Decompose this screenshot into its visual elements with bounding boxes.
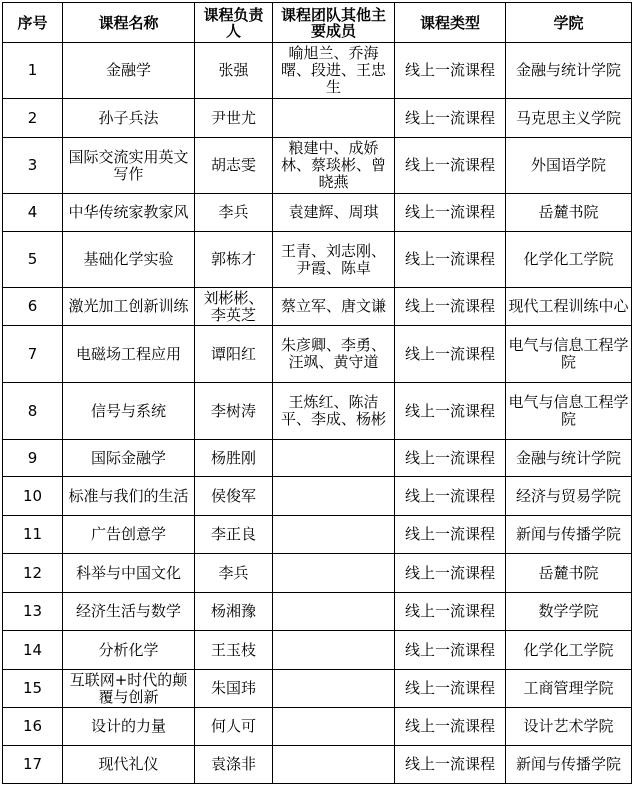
cell-college: 岳麓书院 <box>506 194 632 232</box>
cell-type: 线上一流课程 <box>395 516 506 554</box>
table-row <box>3 440 632 477</box>
cell-lead: 侯俊军 <box>195 477 273 516</box>
table-row <box>3 383 632 440</box>
header-team: 课程团队其他主要成员 <box>273 3 395 43</box>
cell-lead: 刘彬彬、李英芝 <box>195 288 273 326</box>
cell-lead: 李兵 <box>195 194 273 232</box>
cell-type: 线上一流课程 <box>395 593 506 631</box>
cell-course-name: 中华传统家教家风 <box>63 194 195 232</box>
table-row <box>3 288 632 326</box>
cell-course-name: 设计的力量 <box>63 708 195 746</box>
table-row <box>3 194 632 232</box>
cell-no: 14 <box>3 631 63 670</box>
cell-lead: 李树涛 <box>195 383 273 440</box>
cell-type: 线上一流课程 <box>395 440 506 477</box>
course-table <box>2 2 632 784</box>
cell-course-name: 信号与系统 <box>63 383 195 440</box>
cell-team: 王炼红、陈洁平、李成、杨彬 <box>273 383 395 440</box>
cell-course-name: 金融学 <box>63 43 195 99</box>
cell-lead: 李兵 <box>195 554 273 593</box>
cell-no: 9 <box>3 440 63 477</box>
cell-lead: 何人可 <box>195 708 273 746</box>
cell-course-name: 激光加工创新训练 <box>63 288 195 326</box>
cell-course-name: 互联网+时代的颠覆与创新 <box>63 670 195 708</box>
cell-no: 1 <box>3 43 63 99</box>
cell-team: 王青、刘志刚、尹霞、陈卓 <box>273 232 395 288</box>
cell-lead: 郭栋才 <box>195 232 273 288</box>
cell-college: 电气与信息工程学院 <box>506 383 632 440</box>
cell-lead: 尹世尤 <box>195 99 273 138</box>
cell-no: 16 <box>3 708 63 746</box>
table-row <box>3 99 632 138</box>
cell-no: 11 <box>3 516 63 554</box>
cell-team <box>273 593 395 631</box>
cell-type: 线上一流课程 <box>395 99 506 138</box>
table-row <box>3 232 632 288</box>
cell-college: 工商管理学院 <box>506 670 632 708</box>
table-row <box>3 554 632 593</box>
cell-type: 线上一流课程 <box>395 288 506 326</box>
cell-team <box>273 554 395 593</box>
cell-course-name: 经济生活与数学 <box>63 593 195 631</box>
table-row <box>3 516 632 554</box>
cell-college: 电气与信息工程学院 <box>506 326 632 383</box>
cell-team <box>273 99 395 138</box>
header-lead: 课程负责人 <box>195 3 273 43</box>
cell-no: 3 <box>3 138 63 194</box>
cell-no: 7 <box>3 326 63 383</box>
cell-lead: 王玉枝 <box>195 631 273 670</box>
cell-team: 袁建辉、周琪 <box>273 194 395 232</box>
cell-type: 线上一流课程 <box>395 232 506 288</box>
cell-college: 化学化工学院 <box>506 232 632 288</box>
cell-college: 新闻与传播学院 <box>506 746 632 784</box>
table-row <box>3 708 632 746</box>
header-course-name: 课程名称 <box>63 3 195 43</box>
table-row <box>3 670 632 708</box>
cell-lead: 谭阳红 <box>195 326 273 383</box>
cell-team: 朱彦卿、李勇、汪飒、黄守道 <box>273 326 395 383</box>
cell-lead: 袁涤非 <box>195 746 273 784</box>
cell-type: 线上一流课程 <box>395 708 506 746</box>
cell-course-name: 标准与我们的生活 <box>63 477 195 516</box>
cell-team <box>273 631 395 670</box>
cell-no: 12 <box>3 554 63 593</box>
cell-no: 8 <box>3 383 63 440</box>
table-row <box>3 138 632 194</box>
cell-college: 现代工程训练中心 <box>506 288 632 326</box>
cell-no: 5 <box>3 232 63 288</box>
cell-no: 10 <box>3 477 63 516</box>
cell-team <box>273 670 395 708</box>
cell-team: 蔡立军、唐文谦 <box>273 288 395 326</box>
cell-lead: 李正良 <box>195 516 273 554</box>
cell-type: 线上一流课程 <box>395 138 506 194</box>
table-row <box>3 43 632 99</box>
cell-lead: 张强 <box>195 43 273 99</box>
cell-team: 粮建中、成娇林、蔡琰彬、曾晓燕 <box>273 138 395 194</box>
header-type: 课程类型 <box>395 3 506 43</box>
cell-no: 2 <box>3 99 63 138</box>
cell-college: 经济与贸易学院 <box>506 477 632 516</box>
cell-lead: 杨胜刚 <box>195 440 273 477</box>
header-college: 学院 <box>506 3 632 43</box>
cell-college: 金融与统计学院 <box>506 43 632 99</box>
cell-type: 线上一流课程 <box>395 194 506 232</box>
cell-type: 线上一流课程 <box>395 554 506 593</box>
header-no: 序号 <box>3 3 63 43</box>
cell-college: 设计艺术学院 <box>506 708 632 746</box>
cell-team <box>273 440 395 477</box>
cell-course-name: 国际交流实用英文写作 <box>63 138 195 194</box>
cell-type: 线上一流课程 <box>395 670 506 708</box>
cell-course-name: 科举与中国文化 <box>63 554 195 593</box>
cell-no: 17 <box>3 746 63 784</box>
cell-college: 新闻与传播学院 <box>506 516 632 554</box>
cell-type: 线上一流课程 <box>395 477 506 516</box>
cell-team <box>273 708 395 746</box>
cell-team <box>273 516 395 554</box>
cell-college: 外国语学院 <box>506 138 632 194</box>
cell-lead: 朱国玮 <box>195 670 273 708</box>
table-row <box>3 593 632 631</box>
cell-course-name: 孙子兵法 <box>63 99 195 138</box>
cell-course-name: 现代礼仪 <box>63 746 195 784</box>
cell-team: 喻旭兰、乔海曙、段进、王忠生 <box>273 43 395 99</box>
cell-team <box>273 746 395 784</box>
cell-course-name: 电磁场工程应用 <box>63 326 195 383</box>
cell-lead: 杨湘豫 <box>195 593 273 631</box>
cell-college: 金融与统计学院 <box>506 440 632 477</box>
table-row <box>3 746 632 784</box>
cell-course-name: 分析化学 <box>63 631 195 670</box>
cell-course-name: 基础化学实验 <box>63 232 195 288</box>
cell-course-name: 广告创意学 <box>63 516 195 554</box>
cell-team <box>273 477 395 516</box>
cell-college: 化学化工学院 <box>506 631 632 670</box>
cell-college: 马克思主义学院 <box>506 99 632 138</box>
table-row <box>3 477 632 516</box>
cell-type: 线上一流课程 <box>395 43 506 99</box>
cell-no: 13 <box>3 593 63 631</box>
cell-type: 线上一流课程 <box>395 383 506 440</box>
cell-no: 6 <box>3 288 63 326</box>
cell-type: 线上一流课程 <box>395 746 506 784</box>
cell-lead: 胡志雯 <box>195 138 273 194</box>
cell-course-name: 国际金融学 <box>63 440 195 477</box>
cell-college: 岳麓书院 <box>506 554 632 593</box>
cell-no: 4 <box>3 194 63 232</box>
cell-no: 15 <box>3 670 63 708</box>
header-row <box>3 3 632 43</box>
cell-type: 线上一流课程 <box>395 326 506 383</box>
cell-type: 线上一流课程 <box>395 631 506 670</box>
table-row <box>3 631 632 670</box>
table-row <box>3 326 632 383</box>
cell-college: 数学学院 <box>506 593 632 631</box>
